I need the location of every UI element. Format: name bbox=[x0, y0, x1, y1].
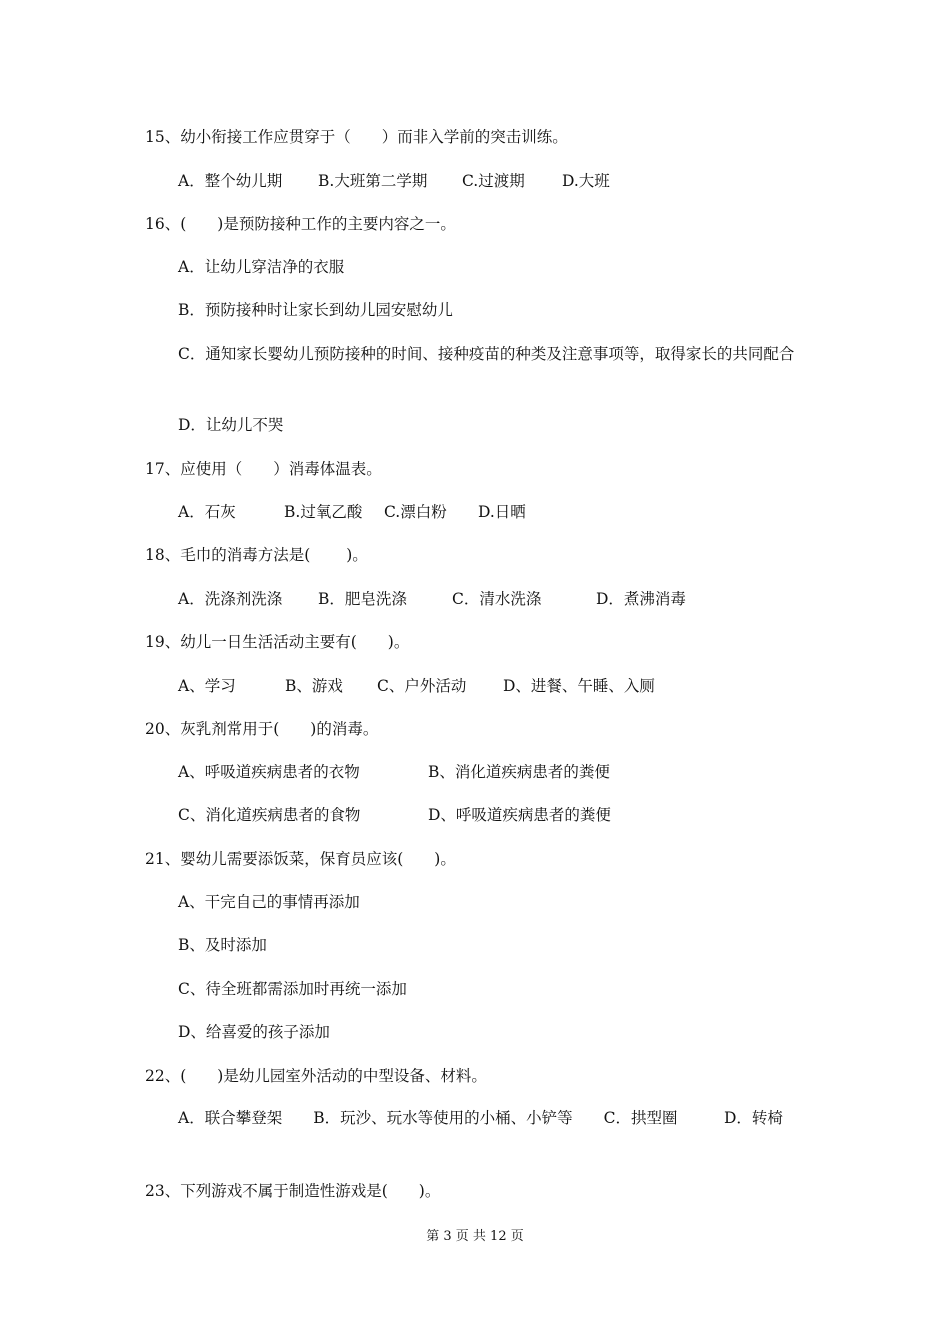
question-16-option-d: D．让幼儿不哭 bbox=[178, 416, 284, 434]
question-15-option-b: B.大班第二学期 bbox=[318, 172, 428, 190]
question-19-option-d: D、进餐、午睡、入厕 bbox=[503, 677, 655, 695]
question-20-option-a: A、呼吸道疾病患者的衣物 bbox=[178, 763, 360, 781]
question-16-option-c: C．通知家长婴幼儿预防接种的时间、接种疫苗的种类及注意事项等，取得家长的共同配合 bbox=[178, 345, 795, 363]
question-18-stem: 18、毛巾的消毒方法是( )。 bbox=[145, 546, 368, 564]
question-15-option-c: C.过渡期 bbox=[462, 172, 525, 190]
question-22-options: A．联合攀登架 B．玩沙、玩水等使用的小桶、小铲等 C．拱型圈 D．转椅 bbox=[178, 1109, 783, 1127]
question-22-stem: 22、( )是幼儿园室外活动的中型设备、材料。 bbox=[145, 1067, 487, 1085]
question-21-option-d: D、给喜爱的孩子添加 bbox=[178, 1023, 330, 1041]
question-18-option-c: C．清水洗涤 bbox=[452, 590, 542, 608]
question-21-stem: 21、婴幼儿需要添饭菜，保育员应该( )。 bbox=[145, 850, 456, 868]
question-19-option-c: C、户外活动 bbox=[377, 677, 467, 695]
question-21-option-a: A、干完自己的事情再添加 bbox=[178, 893, 360, 911]
question-19-option-b: B、游戏 bbox=[285, 677, 343, 695]
question-15-option-a: A．整个幼儿期 bbox=[178, 172, 283, 190]
question-18-option-a: A．洗涤剂洗涤 bbox=[178, 590, 283, 608]
question-17-option-a: A．石灰 bbox=[178, 503, 236, 521]
question-17-option-b: B.过氧乙酸 bbox=[284, 503, 363, 521]
question-20-option-c: C、消化道疾病患者的食物 bbox=[178, 806, 361, 824]
question-17-stem: 17、应使用（ ）消毒体温表。 bbox=[145, 460, 382, 478]
question-15-stem: 15、幼小衔接工作应贯穿于（ ）而非入学前的突击训练。 bbox=[145, 128, 568, 146]
question-21-option-b: B、及时添加 bbox=[178, 936, 267, 954]
question-19-stem: 19、幼儿一日生活活动主要有( )。 bbox=[145, 633, 410, 651]
question-16-option-b: B．预防接种时让家长到幼儿园安慰幼儿 bbox=[178, 301, 453, 319]
question-21-option-c: C、待全班都需添加时再统一添加 bbox=[178, 980, 407, 998]
page-number-footer: 第 3 页 共 12 页 bbox=[426, 1229, 524, 1244]
question-16-stem: 16、( )是预防接种工作的主要内容之一。 bbox=[145, 215, 456, 233]
question-23-stem: 23、下列游戏不属于制造性游戏是( )。 bbox=[145, 1182, 441, 1200]
question-17-option-d: D.日晒 bbox=[478, 503, 526, 521]
question-18-option-d: D．煮沸消毒 bbox=[596, 590, 686, 608]
question-19-option-a: A、学习 bbox=[178, 677, 236, 695]
question-16-option-a: A．让幼儿穿洁净的衣服 bbox=[178, 258, 345, 276]
question-20-option-b: B、消化道疾病患者的粪便 bbox=[428, 763, 610, 781]
question-18-option-b: B．肥皂洗涤 bbox=[318, 590, 407, 608]
question-20-stem: 20、灰乳剂常用于( )的消毒。 bbox=[145, 720, 379, 738]
question-20-option-d: D、呼吸道疾病患者的粪便 bbox=[428, 806, 611, 824]
question-17-option-c: C.漂白粉 bbox=[384, 503, 447, 521]
question-15-option-d: D.大班 bbox=[562, 172, 610, 190]
